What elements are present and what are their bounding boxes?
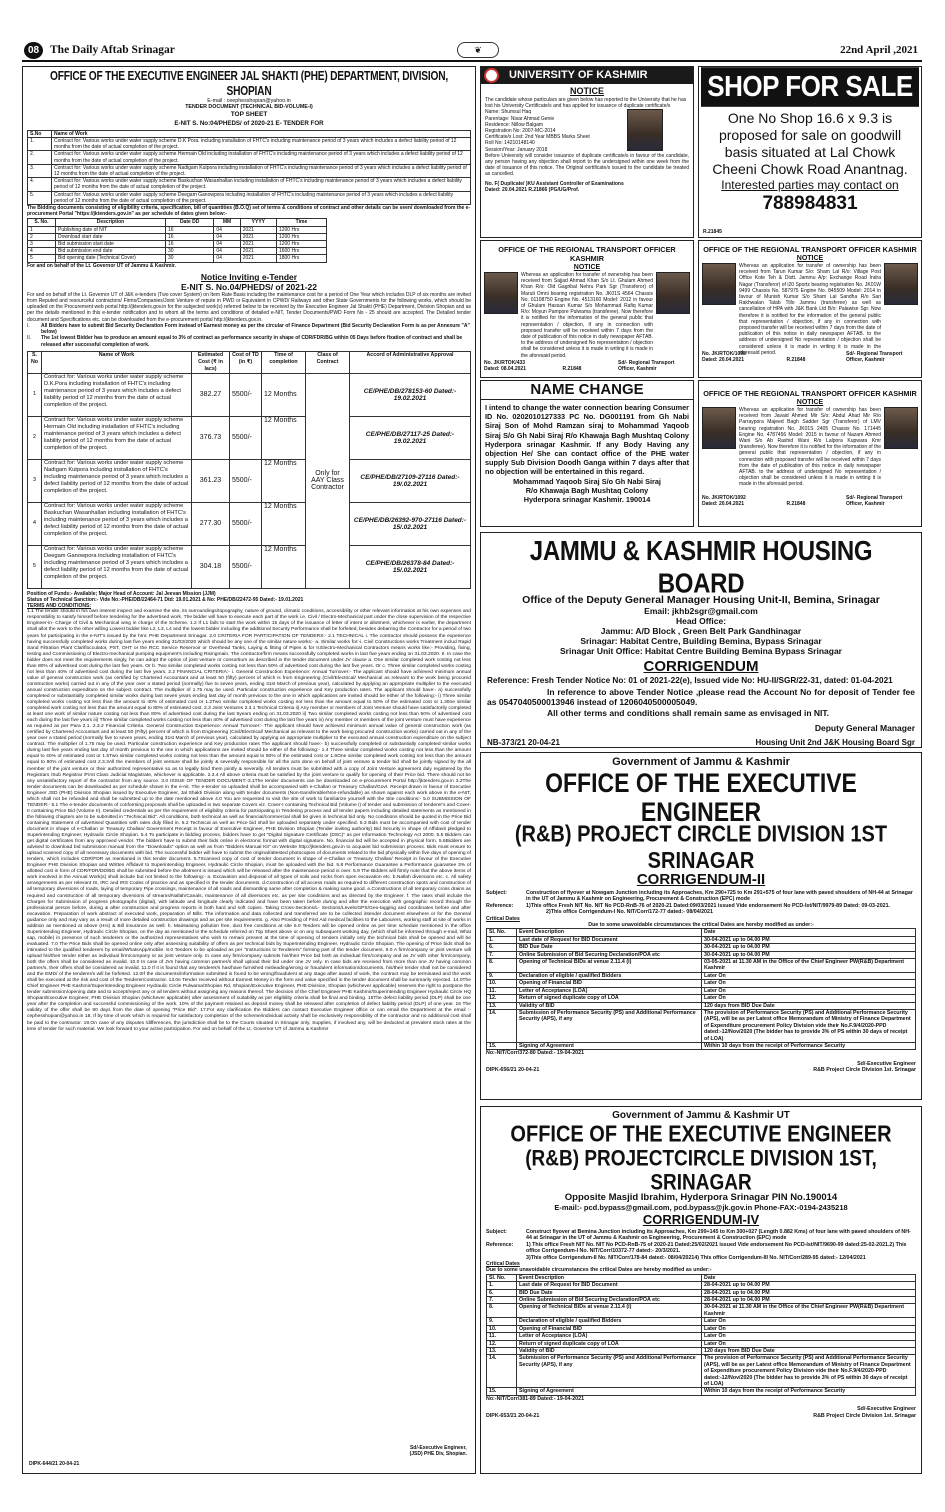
phe-email: E-mail : ceephesshopian@yahoo.in — [207, 98, 291, 104]
table-row: 14. Submission of Performance Security (PS) and Additional Performance Security (APS), if any The provision of Performance Security (PS) and Additional Performance Security (APS), will be as per Latest office Memorandum of Ministry of Finance Department of Expenditure procurement Policy Division vide their No.F.9/4/2020-PPD dated:-12/Nov/2020 (The bidder has to provide 3% of PS within 30 days of receipt of LOA) — [487, 1355, 916, 1388]
rb-sign2: R&B Project Circle Division 1st. Srinagar — [813, 1412, 916, 1419]
shop-body: One No Shop 16.6 x 9.3 is proposed for sale on goodwill basis situated at Lal Chowk Cheeni Chowk Road Anantnag. — [712, 110, 908, 177]
page-number: 08 — [24, 42, 43, 59]
rto-title: OFFICE OF THE REGIONAL TRANSPORT OFFICER KASHMIR — [703, 245, 917, 254]
rb-dates-table — [486, 1274, 916, 1396]
photo-transferor — [484, 272, 518, 314]
col: Event Description — [517, 929, 702, 936]
phe-notice-body: For and on behalf of the Lt. Governor UT of J&K e-tenders (Two cover System) on Item Rate Basis including the maintenance cost for a period of One Year which includes DLP of six months are invited from Reputed and resourceful contractors/ Firms/Companies/Joint Venture of repute in PWD or Equivalent in CPWD/ Railways and other State Governments for the following works, which should be uploaded on the Procurement web portal http://jktenders.gov.in for the subjected work(s) referred below to be received by the Executive Engineer Jal Shakti (PHE) Department, Division Shopian and as per the details mentioned in this e-tender notification and to whom all the terms and conditions of detailed e-NIT, Tender Documents/PWD Form No - 25 should are accepted. The Detailed tender document and Specifications etc. can be downloaded from the e-procurement portal http://jktenders.gov.in. — [27, 291, 471, 323]
table-row: 12. Return of signed duplicate copy of LOA Later On — [487, 995, 916, 1002]
rb-sign: Sd/-Executive Engineer — [857, 1406, 916, 1413]
col: Time — [276, 219, 326, 226]
phe-status: Status of Technical Sanction:- Vide No:-PHE/DB/22464-71 Dtd: 19.01.2021 & No: PHE/DB/22472-95 Dated:- 19.01.2021 — [27, 596, 304, 603]
table-row: 14. Submission of Performance Security (PS) and Additional Performance Security (APS), if any The provision of Performance Security (PS) and Additional Performance Security (APS), will be as per Latest office Memorandum of Ministry of Finance Department of Expenditure procurement Policy Division vide their No.F.9/4/2020-PPD dated:-12/Nov/2020 (The bidder has to provide 3% of PS within 30 days of receipt of LOA) — [487, 1009, 916, 1042]
university-title: UNIVERSITY OF KASHMIR — [509, 69, 648, 81]
rb-reference: Reference: 1)This office Fresh NIT No. NIT No PCD-RnB-76 of 2020-21 Dated:09/03/2021 issued Vide endorsement No PCD-Ist/NIT/9979-89 Dated: 09-03-2021. 2)This office Corrigendum-I No. NIT/Corr/172-77 dated:- 08/04/2021 — [486, 902, 891, 916]
col: Event Description — [517, 1274, 702, 1281]
table-row: 7. Online Submission of Bid Securing Declaration/POA etc 28-04-2021 up to 04.00 PM — [487, 1297, 916, 1304]
rb-title: (R&B) PROJECTCIRCLE DIVISION 1ST, SRINAGAR — [525, 1147, 877, 1196]
rto-notice-1 — [480, 240, 694, 378]
rb-address: Opposite Masjid Ibrahim, Hyderpora Srinagar PIN No.190014 — [564, 1192, 838, 1203]
col-name: Name of Work — [52, 130, 471, 137]
university-ref: No. F( Duplicate/ )KU Assistant Controller of Examinations — [485, 180, 624, 187]
name-change-body: I intend to change the water connection bearing Consumer ID No. 0202010127333 PC No. DG001191 from Gh Nabi Siraj Son of Mohd Ramzan siraj to Mohammad Yaqoob Siraj S/o Gh Nabi Siraj R/o Khawaja Bagh Mushtaq Colony Hyderpora srinagar Kashmir. If any Body Having any objection He/ She can contact office of the PHE water supply Sub Division Doodh Ganga within 7 days after that no objection will be entertained in this regard. — [485, 403, 689, 477]
rto-sign: Sd/- Regional Transport Officer, Kashmir — [846, 351, 903, 364]
table-row: 2 Download start date 16 04 2021 1200 Hrs — [28, 233, 327, 240]
housing-srinagar: Srinagar: Habitat Centre, Building Bemina, Bypass Srinagar — [580, 636, 822, 646]
university-seal-icon — [484, 68, 499, 83]
phe-notice-point: I. All Bidders have to submit Bid Security Declaration Form instead of Earnest money as per the circular of Finance Department (Bid Security Declaration Form is as per Annexure "A" below) — [27, 322, 470, 336]
phe-terms-title: TERMS AND CONDITIONS: — [27, 603, 91, 610]
phe-funds: Position of Funds:- Available; Major Head of Account: Jal Jeevan Mission (JJM) — [27, 590, 216, 597]
rb-title: OFFICE OF THE EXECUTIVE ENGINEER — [510, 1122, 892, 1148]
table-row: 10. Opening of Financial BID Later On — [487, 980, 916, 987]
signature-line: (JSD) PHE Div, Shopian. — [409, 1450, 467, 1457]
university-intro: The candidate whose particulars are given below has reported to the University that he has lost his University Certificate/s and has applied for issuance of duplicate certificate/s — [485, 97, 687, 110]
table-row: 13. Validity of BID 120 days from BID Due Date — [487, 1347, 916, 1354]
rb-corrigendum: CORRIGENDUM-II — [636, 871, 766, 888]
table-row: 2. Contract for: Various works under water supply scheme Hermain Old including installation of FHTC's including maintenance period of 3 years which includes a defect liability period of 12 months from the date of actual completion of the project. — [28, 151, 471, 164]
col: Date — [702, 1274, 916, 1281]
phe-tender-notice — [22, 66, 476, 1474]
phe-works-table — [27, 130, 471, 205]
name-change-signature: R/o Khawaja Bagh Mushtaq Colony — [525, 485, 649, 495]
housing-other: All other terms and conditions shall remain same as envisaged in NIT. — [547, 707, 829, 718]
field: Roll No: 14210148140 — [485, 140, 535, 147]
table-row: 8. Opening of Technical BIDs at venue 2.11.4 (i) 03-05-2021 at 11.30 AM in the Office of the Chief Engineer PW(R&B) Department Kashmir — [487, 959, 916, 973]
shop-for-sale — [698, 66, 922, 238]
rto-body: Whereas an application for transfer of ownership has been received from Tarun Kumar S/o: Sham Lal R/o: Village Post Office Kote Teh & Distt. Jammu A/p: Exchange Road Indra Nagar (Transferor) of i20 Sportz bearing registration No. JK01W 9499 Chassis No. 587975 Engine No. 845509 Model: 2014 in favour of Munish Kumar S/o Sham Lal Sandha R/o Sari Rakhwalan Talab Tillo Jammu (transferee) as well as cancellation of HPA with J&K Bank Ltd B/o: Palawise Sgr. Now therefore it is notified for the information of the general public that representation / objection, if any in connection with proposed transfer will be received within 7 days from the date of publication of this notice in daily newspaper AFTAB. to the address of undersigned No representation / objection shall be considered unless it is made in writing it is made in the aforesaid period. — [739, 263, 881, 356]
rb-dipk: DIPK-656/21 20-04-21 — [486, 1067, 540, 1074]
col: Date DD — [166, 219, 214, 226]
phe-tender-doc: TENDER DOCUMENT (TECHNICAL BID-VOLUME-I) — [185, 104, 313, 111]
table-row: 11. Letter of Acceptance (LOA) Later On — [487, 987, 916, 994]
col: S. No — [28, 351, 42, 373]
university-notice-heading: NOTICE — [569, 86, 604, 96]
rto-sign: Sd/- Regional Transport Officer, Kashmir — [846, 495, 903, 508]
housing-jammu: Jammu: A/D Block , Green Belt Park Gandhinagar — [600, 626, 802, 636]
table-row: 3 Bid submission start date 16 04 2021 1200 Hrs — [28, 241, 327, 248]
rto-body: Whereas an application for transfer of ownership has been received from Javaid Ahmed Mir S/o: Abdul Ahad Mir R/o Parraypora Majeed Bagh Sadder Sgr (Transferor) of LMV bearing registration No. JK01S 2405 Chassis No. 171445 Engine No. 4787456 Model: 2015 in favour of Nazam Ahmed Wani S/o Ab Rashid Wani R/o Lalpora Kupwara Kmr (transferee). Now therefore it is notified for the information of the general public that representation / objection, if any in connection with proposed transfer will be received within 7 days from the date of publication of this notice in daily newspaper AFTAB. to the address of undersigned No representation / objection shall be considered unless it is made in writing it is made in the aforesaid period. — [739, 407, 882, 488]
rto-no: No. JK/RTOK/433 — [484, 360, 526, 366]
housing-reference: Reference: Fresh Tender Notice No: 01 of 2021-22(e), Issued vide No: HU-II/SGR/22-31, dated: 01-04-2021 — [487, 676, 893, 685]
photo-transferee — [656, 272, 690, 314]
name-change-signature: Mohammad Yaqoob Siraj S/o Gh Nabi Siraj — [513, 476, 661, 486]
rb-critical: Critical Dates — [486, 1261, 520, 1268]
name-change-title: NAME CHANGE — [481, 381, 693, 400]
housing-srinagar-unit: Srinagar Unit Office: Habitat Centre Building Bemina Bypass Srinagar — [560, 646, 842, 656]
col: MM — [214, 219, 240, 226]
phe-main-table — [27, 351, 471, 589]
rto-no: No. JK/RTOK/1092 — [702, 495, 746, 501]
university-body: Before University will consider issuance of duplicate certificate/s in favour of the candidate, any person having any objection shall report to the undersigned within one week from the date of issuance of this notice. The Original certificate/s issued to the candidate be treated as cancelled. — [485, 152, 689, 178]
university-date: Dated: 20.04.2021 R.21866 (PG/UG/Prof. — [485, 186, 580, 193]
issue-date: 22nd April ,2021 — [840, 44, 918, 56]
table-row: 12. Return of signed duplicate copy of LOA Later On — [487, 1340, 916, 1347]
field: Certificate/s Lost: 2nd Year MBBS Marks Sheet — [485, 134, 590, 141]
phe-behalf: For and on behalf of the Lt. Governor UT of Jammu & Kashmir. — [27, 262, 176, 269]
table-row: 6. BID Due Date 30-04-2021 up to 04.00 PM — [487, 944, 916, 951]
rb-reference: Reference: 1) This office Fresh NIT No. NIT No PCD-RnB-75 of 2020-21 Dated:25/02/2021 issued Vide endorsement No PCD-Ist/NIT/9690-99 dated:25-02-2021.2) This office Corrigendum-I No. NIT/Corr/10372-77 dated:- 20/3/2021. 3)This office Corrigendum-II No. NIT/Corr/178-84 dated:- 08/04/20214) This office Corrigendum-III No. NIT/Corr/289-95 dated:- 12/04/2021 — [486, 1241, 907, 1261]
table-row: 9. Declaration of eligible / qualified Bidders Later On — [487, 1318, 916, 1325]
col-sno: S.No — [28, 130, 52, 137]
rto-ref: R.21848 — [562, 366, 582, 373]
rb-title: (R&B) PROJECT CIRCLE DIVISION 1ST SRINAGAR — [514, 822, 888, 874]
rb-title: OFFICE OF THE EXECUTIVE ENGINEER — [545, 767, 857, 827]
rb-due: Due to some unavoidable circumstances the critical Dates are hereby modified as under:- — [486, 1267, 712, 1274]
phe-terms-body: 1.1 The tender should in his own interest inspect and examine the site, its surroundings/topography, nature of ground, climatic conditions, accessibility or other relevant information at his own expenses and responsibility to satisfy himself before tendering for the advertised work. The bidder will have to execute each part of the work i.e. Civil / Electro-Mechanical part under the close supervision of the respective Engineer-in- Charge of Civil & Mechanical wing in charge of the Scheme. 1.2 If L1 fails to start the work within 15 days of the issuance of letter of intent or allotment, whichever is earlier, the department shall allot the work to the other willing Lowest bidder like L2, L3, L4 and the lowest bidder including the additional Security Performance shall be forfeited, besides debarring the Contractor for a period of two years for participating in the e-NIT's issued by the hmr. PHE Department Srinagar. 2.0 CRITERIA FOR PARTICIPATION OF TENDERS:- 2.1 TECHNICAL i. The contractor should possess the experience having successfully completed works during last five years ending 31/03/2020 which should be any one of the similar nature works:- a. Similar works for:-i. Civil Constructions works Treatment includ Rapid Sand Filtration Plant Clariflocculator, PST, OHT or the RCC Service Reservoir or Overhead Tanks, Laying & fitting of Pipes & for II.Electro-Mechanical Contractors means works like:- Providing, fixing, testing and Commissioning of Electro-mechanical pumping equipment's including Risingmain. The contractor/firm means successfully completed works in last five years ending on 31.03.2020. II. In case the bidder does not meet the requirements singly, he can adopt the option of joint venture or consortium as described in the tender document under JV clause a. One similar completed work costing not less than 80% of advertised cost during the last five years. Or b. Two similar completed works costing not less than 50% of advertised cost during the last five years. Or c. Three similar completed works costing not less than 40% of advertised cost during the last five years. 2.2 FINANCIAL CRITERIA:- i. General Construction Experience: Annual Turnover:- The applicant should have achieved minimum annual value of general construction work (as certified by Chartered Accountant and at least 50 (fifty) percent of which is from Engineering (Civil/Electrical/ Mechanical as relevant to the work being procured construction works) carried out in any of the year over a stated period (normally) five to seven years, ending 31st March of previous year), calculated by applying an appropriate multiplier to the executed annual construction expenditure on the subject contract. The multiplier of 1.75 may be used. Particular construction experience and Key production rates. The applicant should have:- a) successfully completed or substantially completed similar works during last seven years ending last day of month previous to the one in which applications are invited should be either of the following:- i) Three similar completed works costing not less than the amount to 40% of estimated cost or 1.2Two similar completed works costing not less than the amount equal to 50% of the estimated cost or 1.30ne similar completed work costing not less than the amount equal to 80% of estimated cost. 2.3 Joint Ventures 2.3.1 Technical Criteria ii) Any member or members of Joint Venture should have satisfactorily completed at least one work of similar nature costing not less than 80% of advertised cost during the last 5years ending on 31.03.2020 ii) Two similar completed works costing not less than 50% of advertised cost each during the last five years iii) Three similar completed works costing not less than 40% of advertised cost during the last five years iv) Any member or members of the joint venture must have experience as required as per Para 2.1. 2.3.2 Financial Criteria. General Construction Experience: Annual Turnover:- The applicant should have achieved minimum annual value of general construction work (as certified by Chartered Accountant and at least 50 (Fifty) percent of which is from Engineering (Civil/Electrical/ Mechanical as relevant to the work being procured construction works) carried out in any of the year over a stated period (normally five to seven years, ending 31st March of previous year), calculated by applying an appropriate multiplier to the executed annual construction expenditure on the subject contract. The multiplier of 1.75 may be used. Particular construction experience and Key production rates The applicant should have:- b) successfully completed or substantially completed similar works during last five years ending last day of month previous to the one in which applications are invited should be either of the following:- 1.4 Three similar completed works costing not less than the amount equal to 40% of estimated cost or 1.5Two similar completed works costing not less than the amount equal to 50% of the estimated cost or 1.6One similar completed work costing not less than the amount equal to 80% of estimated cost 2.3.3All the members of joint venture shall be jointly & severally responsible for all the acts done on behalf of joint venture & tender bid shall be jointly signed by the all member of the joint venture or their authorized representative so as to legally bind them jointly & severally. All tenders must be submitted with a copy of Joint Venture agreement duly registered by the Registrars /Sub Registrar /First Class Judicial Magistrate, whichever is applicable. 2.3.4 All above criteria must be satisfied by the joint venture to qualify for opening of their Price bid. There should not be any unsatisfactory report of the contractor from any source. 3.0 ISSUE OF TENDER DOCUMENT:-3.1The tender documents can be downloaded on e-procurement Portal http://jktenders.gov.in 3.2The tender documents can be downloaded as per schedule shown in the e-nit. The e-tender so uploaded shall be accompanied with e-Challan or Treasury Challan/Govt. Receipt drawn in favour of Executive Engineer JSD (PHE) Division Shopian issued by Executive Engineer, Jal Shakti Division along with tender documents (Non-transferable/Non-refundable) as shown against each work above in the e-NIT, which shall not be refunded and shall be submitted up to the date mentioned above 4.0 You are requested to visit the site of work to familiarize yourself with the Site conditions:- 5.0 SUBMISSION OF TENDER:- 5.1 The e-tender documents of conforming proposals shall be uploaded in two separate Covers viz. Cover-I containing Technical Bid (Volume I) of tender and submission of tenderer's and Cover-II containing Price Bid (Volume II). Detailed credentials as per the requirement of eligibility criteria for participating in Tendering process and all tender papers including detailed statements as mentioned in the following chapters are to be submitted in "Technical Bid". All conditions, both technical as well as financial/commercial shall be given in technical bid only. No conditions should be quoted in the Price Bid containing Statement of advertised Quantities with rates duly filled in. 5.2 Technical as well as Price bid shall be uploaded separately under specified. 5.3 Bids must be accompanied with cost of tender document in shape of e-Challan or Treasury Challan/ Government Receipt in favour of Executive Engineer, PHE Division Shopian (Tender inviting authority) Bid Security in shape of Affidavit pledged to Superintending Engineer, Hydraulic Circle Shopian. 5.4 To participate in bidding process, bidders have to get "Digital Signature Certificate (DSC)" as per Information Technology Act 2000. 5.5 Bidders can get digital certificates from any approved vendor. The bidders have to submit their bids online in electronic format with digital signature. No. financial bid will be accepted in physical form. 5.6Bidders are advised to download bid submission manual from the "Downloads" option as well as from "Bidders Manual Kit" on Website http://jktenders.gov.in to acquaint bid submission process. Bids must ensure to upload scanned copy of all necessary documents with bid. The successful bidder will have to submit the original/attested photocopies of documents related to the bid physically within five days of opening of tenders, which includes CDR/FDR as mentioned in this tender document. 5.7Scanned copy of cost of tender document in shape of e-Challan or Treasury Challan/ Receipt in favour of the Executive Engineer PHE Division Shopian and Written Affidavit to Superintending Engineer, Hydraulic Circle Shopian, must be uploaded with the bid. 5.8 Performance Guarantee a Performance guarantee 3% of allotted cost in form of CDR/FDR/DD/BG shall be submitted before the allotment is issued which will be released after the maintenance period is over. 5.9 The Bidders will firmly note that the above items of work involved in the Annual Work(s) shall include but not limited to the following:- a. Excavation and disposal of all types of soils and rocks from open excavation etc. b.Nallah diversions etc. c. All safety arrangements as per relevant IS, IRC and IRS Codes of practice and as specified in the tender documents. d.Construction of all access roads as required to different construction spots and construction of all temporary diversions of roads, laying of temporary Pipe crossings, maintenance of all roads and dismantling same after completion & making same good. e.Constructions of all temporary cross drains as required and construction of all temporary diversions of streams/Nallah/Canals, maintenance of all diversions etc. as per site conditions and as directed by the Engineer. f. The rates shall include the Charges for Submission of progress photographs (digital), with latitude and longitude clearly indicated and have been taken before during and after the execution with geographic record through the professional person before, during & after construction and progress reports in both hard and soft copies. Taking Cross-Sections/L- Sections/Levels/GPS/Geo-tagging and coordinates before and after excavation. Preparation of work abstract of executed work, preparation of Bills. The information and data collected and transferred are to be collected intender document elsewhere or for the General guidance only and may vary as a result of more detailed construction drawings and as per site requirements. g. Also Providing of First Aid medical facilities to the Labourers, working staff at site of works in addition as mentioned at above (Hrs) & Bill insurance as well. h. Maintaining pollution free, dust free conditions at site 6.0 Tenders will be opened online as per time schedule mentioned in the office Superintending Engineer, Hydraulic Circle Shopian, on the day as mentioned in the schedule referred on Top Sheet above or on any subsequent working day. (which shall be informed through e-mail, What sap, mobile) in presence of such tenderers or the authorized representatives who wish to remain present at the time of opening of tenders initially only the technical bids shall be opened and will be evaluated. 7.0 The Price Bids shall be opened online only after assessing suitability of offers as per technical bids by Superintending Engineer, Hydraulic Circle Shopian. The opening of Price bids shall be intimated to the qualified tenderers by email/WhatsApp/mobile. 8.0 Tenders to be uploaded as per "Instructions to Tenderers" forming part of the tender document. 9.0 A firm/company or joint venture will upload his/their tender either as individual firm/company or as joint venture only. In case any firm/company submits his/their Price bid both as individual firm/company and as JV with other firm/company, both the offers shall be considered as invalid. 10.0 In case of JVs having common partner/s shall upload their bid under one JV only. In case bids are received from more than one JV having common partner/s, their offers shall be considered as invalid. 11.0 If it is found that any tenderer/s has/have furnished misleading/wrong or fraudulent information/documents, his/their tender shall not be considered and the EMD/ of the tenderer/s will be forfeited. 12.0If the documents/information submitted is found to be wrong/fraudulent at any stage after award of work, the contract may be terminated and the work shall be executed at the risk and cost of the Tenderer/contractor. 13.0e Tender received without Earnest Money in the form and value specified in the tender document shall be summarily rejected. 14.0The Chief Engineer PHE Kashmir/Superintending Engineer Hydraulic Circle Pulwama/Shopian Rd, Shopian/Executive Engineer, PHE Division, Shopian (whichever applicable) reserves the right to postpone the tender submission/opening date and to accept/reject any or all tenders without assigning any reasons thereof. The decision of the Chief Engineer PHE Kashmir/Superintending Engineer Hydraulic Circle HQ Shopian/Executive Engineer, PHE Division Shopian (whichever applicable) after assessment of suitability as per eligibility criteria shall be final and binding. 15The defect liability period (DLP) shall be one year after the completion and successful commissioning of the work. 10% of the payment retained as deposit money shall be released after completion of defect liability period (DLP) of one year. 16 The validity of the offer shall be 90 days from the date of opening "Price Bid". 17.For any clarification the Bidders can contact Executive Engineer office or can email the Department at the email :- cephesshopian@yahoo.in 18. If by time of work which is required for satisfactory completion of the scheme/individual activity shall be exclusively responsibility of the contractor and no additional cost shall be paid to the contractor. 19.On case of any disputes /differences, the jurisdiction shall be to the Courts situated in Srinagar only. Supplies, if involved any, will be deducted at prevalent stock rates at the time of tender for such material. We look forward to your active participation. For and on behalf of the Lt. Governor UT of Jammu & Kashmir — [27, 609, 471, 1032]
col: Estimated Cost (₹ in lacs) — [192, 351, 230, 373]
photo-transferor — [702, 263, 736, 305]
field: Residence: Nillow Balgam — [485, 121, 544, 128]
housing-nb: NB-373/21 20-04-21 — [487, 737, 560, 747]
rto-notice-3 — [698, 380, 922, 527]
field: Session/Year: January 2018 — [485, 146, 548, 153]
rto-dated: Dated: 20.04.2021 — [702, 357, 744, 364]
shop-contact: Interested parties may contact on — [721, 178, 899, 192]
col: Accord of Administrative Approval — [350, 351, 471, 373]
rb-corrigendum-4 — [480, 1106, 922, 1474]
table-row: 8. Opening of Technical BIDs at venue 2.11.4 (i) 30-04-2021 at 11.30 AM in the Office of the Chief Engineer PW(R&B) Department Kashmir — [487, 1304, 916, 1318]
housing-sign: Deputy General Manager — [814, 722, 915, 733]
rto-dated: Dated: 08.04.2021 — [484, 366, 526, 373]
shop-title: SHOP FOR SALE — [701, 67, 919, 107]
rto-notice-2 — [698, 240, 922, 378]
phe-notice-no: E-NIT S. No.04/PHEDS/ of 2021-22 — [180, 281, 318, 292]
phe-notice-title: Notice Inviting e-Tender — [200, 271, 298, 282]
table-row: 15. Signing of Agreement Within 10 days from the receipt of Performance Security — [487, 1388, 916, 1395]
table-row: 1. Last date of Request for BID Document 30-04-2021 up to 04.00 PM — [487, 936, 916, 943]
rto-body: Whereas an application for transfer of ownership has been received from Sajjad Ahmad Khan S/o Lt. Ghulam Ahmed Khan R/o: Old Gagribal Nehru Park Sgr (Transferor) of Maruti Omni bearing registration No. JK01S 4564 Chassis No. 01108750 Engine No. 4513160 Model: 2012 in favour of Ghulam Hassan Kumar S/o Mohammad Rafiq Kumar R/o: Moyun Pampore Pulwama (transferee). Now therefore it is notified for the information of the general public that representation / objection, if any in connection with proposed transfer will be received within 7 days from the date of publication of this notice in daily newspaper AFTAB. to the address of undersigned No representation / objection shall be considered unless it is made in writing it is made in the aforesaid period. — [521, 272, 653, 359]
housing-board-notice — [480, 532, 922, 748]
field: Registration No: 2007-MC-2014 — [485, 128, 556, 135]
table-row: 1 Contract for: Various works under water supply scheme D.K.Pora including installation of FHTC's including maintenance period of 3 years which includes a defect liability period of 12 months from the date of actual completion of the project. 382.27 5500/- 12 Months Only for AAY Class Contractor CE/PHE/DB/278153-60 Dated:- 19.02.2021 — [28, 373, 471, 416]
photo-transferee — [884, 263, 918, 305]
shop-phone: 788984831 — [762, 193, 858, 214]
col: YYYY — [240, 219, 276, 226]
housing-body: In reference to above Tender Notice ,please read the Account No for deposit of Tender fee as 0547040500013946 instead of 1206040500005049. — [487, 686, 915, 707]
university-header — [481, 67, 693, 84]
photo-transferee — [884, 407, 918, 449]
field: Name: Shumsul Haq — [485, 109, 532, 116]
housing-unit: Housing Unit 2nd J&K Housing Board Sgr — [755, 737, 915, 747]
col: S. No. — [28, 219, 56, 226]
phe-enit: E-NIT S. No:04/PHEDS/ of 2020-21 E- TENDER FOR — [174, 119, 324, 127]
rb-govt: Government of Jammu & Kashmir — [612, 756, 790, 768]
shop-ref: R.21845 — [703, 228, 722, 235]
photo-transferor — [702, 407, 736, 449]
rb-critical: Critical Dates — [486, 915, 520, 922]
rb-dates-table — [486, 928, 916, 1050]
rto-notice-heading: NOTICE — [796, 399, 824, 406]
name-change-notice — [480, 380, 694, 527]
table-row: 2 Contract for: Various works under water supply scheme Hermain Old including installation of FHTC's including maintenance period of 3 years which includes a defect liability period of 12 months from the date of actual completion of the project. 376.73 5500/- 12 Months CE/PHE/DB/27117-25 Dated:- 19.02.2021 — [28, 416, 471, 459]
col: Time of completion — [262, 351, 306, 373]
housing-title: JAMMU & KASHMIR HOUSING BOARD — [529, 536, 873, 600]
phe-top-sheet: TOP SHEET — [230, 110, 268, 118]
rb-dipk: DIPK-653/21 20-04-21 — [486, 1412, 540, 1419]
table-row: 4 Bid submission end date 30 04 2021 1600 Hrs — [28, 248, 327, 255]
rto-notice-heading: NOTICE — [796, 255, 824, 262]
phe-bidding-note: The Bidding documents consisting of eligibility criteria, specification, bill of quantities (B.O.Q) set of terms & conditions of contract and other details can be seen/ downloaded from the e-procurement Portal "https://jktenders.gov.in" as per schedule of dates given below:- — [27, 205, 471, 218]
housing-subtitle: Office of the Deputy General Manager Housing Unit-II, Bemina, Srinagar — [522, 594, 880, 606]
rb-due: Due to some unavoidable circumstances the critical Dates are hereby modified as under:- — [588, 922, 814, 929]
col: Cost of TD (in ₹) — [230, 351, 262, 373]
housing-head-office: Head Office: — [675, 616, 727, 626]
rto-title: OFFICE OF THE REGIONAL TRANSPORT OFFICER KASHMIR — [498, 245, 676, 263]
rto-no: No. JK/RTOK/1098 — [702, 351, 746, 357]
phe-dipk: DIPK-644/21 20-04-21 — [29, 1460, 80, 1467]
col: Sl. No. — [487, 1274, 517, 1281]
rto-dated: Dated: 20.04.2021 — [702, 501, 744, 508]
phe-notice-point: II. The 1st lowest Bidder has to produce an amount equal to 3% of contract as performance security in shape of CDR/FDR/BG within 05 Days before fixation of contract and shall be released after successful completion of work. — [27, 335, 463, 348]
housing-corrigendum: CORRIGENDUM — [643, 658, 759, 675]
table-row: 3. Contract for: Various works under water supply scheme Nadigam Kutpora including installation of FHTC's including maintenance period of 3 years which includes a defect liability period of 12 months from the date of actual completion of the project. — [28, 164, 471, 177]
rb-subject: Subject: Construction of flyover at Nowgam Junction including its Approaches, Km 290+725 to Km 291+575 of four lane with paved shoulders of NH-44 at Srinagar in the UT of Jammu & Kashmir on Engineering, Procurement & Construction (EPC) mode — [486, 890, 913, 903]
rto-title: OFFICE OF THE REGIONAL TRANSPORT OFFICER KASHMIR — [703, 389, 917, 398]
rb-no: No:-NIT/Corr/381-89 Dated:- 19-04-2021 — [486, 1395, 585, 1402]
university-notice — [480, 66, 694, 238]
col: Date — [702, 929, 916, 936]
rb-no: No:-NIT/Corr/372-80 Dated:- 19-04-2021 — [486, 1050, 585, 1057]
rb-sign2: R&B Project Circle Division 1st. Srinagar — [813, 1067, 916, 1074]
rb-corrigendum: CORRIGENDUM-IV — [642, 1212, 760, 1227]
paper-name: The Daily Aftab Srinagar — [50, 44, 175, 56]
table-row: 1 Publishing date of NIT 16 04 2021 1200 Hrs — [28, 226, 327, 233]
rb-email: E-mail:- pcd.bypass@gmail.com, pcd.bypass@jk.gov.in Phone-FAX:-0194-2435218 — [554, 1203, 848, 1212]
table-row: 5. Contract for: Various works under water supply scheme Deegam Ganowpora including installation of FHTC's including maintenance period of 3 years which includes a defect liability period of 12 months from the date of actual completion of the project. — [28, 191, 471, 204]
col: Class of Contract — [306, 351, 350, 373]
rto-ref: R.21848 — [786, 501, 806, 508]
rto-ref: R.21848 — [786, 357, 806, 364]
table-row: 1. Last date of Request for BID Document 28-04-2021 up to 04.00 PM — [487, 1282, 916, 1289]
masthead — [22, 40, 922, 62]
col: Name of Work — [42, 351, 192, 373]
applicant-photo — [627, 109, 663, 151]
table-row: 4 Contract for: Various works under water supply scheme Baskuchan Wasanhallan including installation of FHTC's including maintenance period of 3 years which includes a defect liability period of 12 months from the date of actual completion of the project. 277.30 5500/- 12 Months CE/PHE/DB/26392-970-27116 Dated:- 15/.02.2021 — [28, 502, 471, 545]
table-row: 11. Letter of Acceptance (LOA) Later On — [487, 1333, 916, 1340]
rto-notice-heading: NOTICE — [573, 264, 601, 271]
table-row: 9. Declaration of eligible / qualified Bidders Later On — [487, 972, 916, 979]
signature-line: Sd/-Executive Engineer, — [409, 1444, 467, 1451]
rb-sign: Sd/-Executive Engineer — [857, 1060, 916, 1067]
table-row: 3 Contract for: Various works under water supply scheme Nadigam Kutpora including installation of FHTC's including maintenance period of 3 years which includes a defect liability period of 12 months from the date of actual completion of the project. 361.23 5500/- 12 Months CE/PHE/DB/27109-27116 Dated:- 19/.02.2021 — [28, 459, 471, 502]
masthead-logo: ❦ — [457, 42, 499, 58]
rto-sign: Sd/- Regional Transport Officer, Kashmir — [617, 360, 675, 373]
field: Parentage: Nisar Ahmad Genie — [485, 115, 555, 122]
table-row: 7. Online Submission of Bid Securing Declaration/POA etc 30-04-2021 up to 04.00 PM — [487, 951, 916, 958]
name-change-signature: Hyderpora srinagar Kashmir. 190014 — [523, 495, 651, 505]
phe-title: OFFICE OF THE EXECUTIVE ENGINEER JAL SHAKTI (PHE) DEPARTMENT, DIVISION, SHOPIAN — [49, 70, 449, 99]
table-row: 4. Contract for: Various works under water supply scheme Baskuchan Wasanhallan including installation of FHTC's including maintenance period of 3 years which includes a defect liability period of 12 months from the date of actual completion of the project. — [28, 178, 471, 191]
phe-signature — [410, 1445, 467, 1457]
table-row: 13. Validity of BID 120 days from BID Due Date — [487, 1002, 916, 1009]
table-row: 5 Bid opening date (Technical Cover) 30 04 2021 1800 Hrs — [28, 255, 327, 262]
table-row: 1. Contract for: Various works under water supply scheme D.K Pora. including installation of FHTC's including maintenance period of 3 years which includes a defect liability period of 12 months from the date of actual completion of the project. — [28, 138, 471, 151]
table-row: 10. Opening of Financial BID Later On — [487, 1325, 916, 1332]
col: Sl. No. — [487, 929, 517, 936]
col: Description — [56, 219, 166, 226]
table-row: 15. Signing of Agreement Within 10 days from the receipt of Performance Security — [487, 1042, 916, 1049]
table-row: 6. BID Due Date 28-04-2021 up to 04.00 PM — [487, 1289, 916, 1296]
rb-govt: Government of Jammu & Kashmir UT — [612, 1110, 790, 1121]
housing-email: Email: jkhb2sgr@gmail.com — [644, 606, 758, 616]
rb-corrigendum-2 — [480, 752, 922, 1100]
rb-subject: Subject: Construct flyover at Bemina Junction including its Approaches, Km 299+145 to Km 300+027 (Length 0.882 Kms) of four lane with paved shoulders of NH-44 at Srinagar in the UT of Jammu & Kashmir on Engineering, Procurement & Construction (EPC) mode — [486, 1229, 911, 1242]
table-row: 5 Contract for: Various works under water supply scheme Deegam Ganowpora including installation of FHTC's including maintenance period of 3 years which includes a defect liability period of 12 months from the date of actual completion of the project. 304.18 5500/- 12 Months CE/PHE/DB/26378-84 Dated:- 15/.02.2021 — [28, 545, 471, 588]
phe-dates-table — [27, 218, 327, 262]
